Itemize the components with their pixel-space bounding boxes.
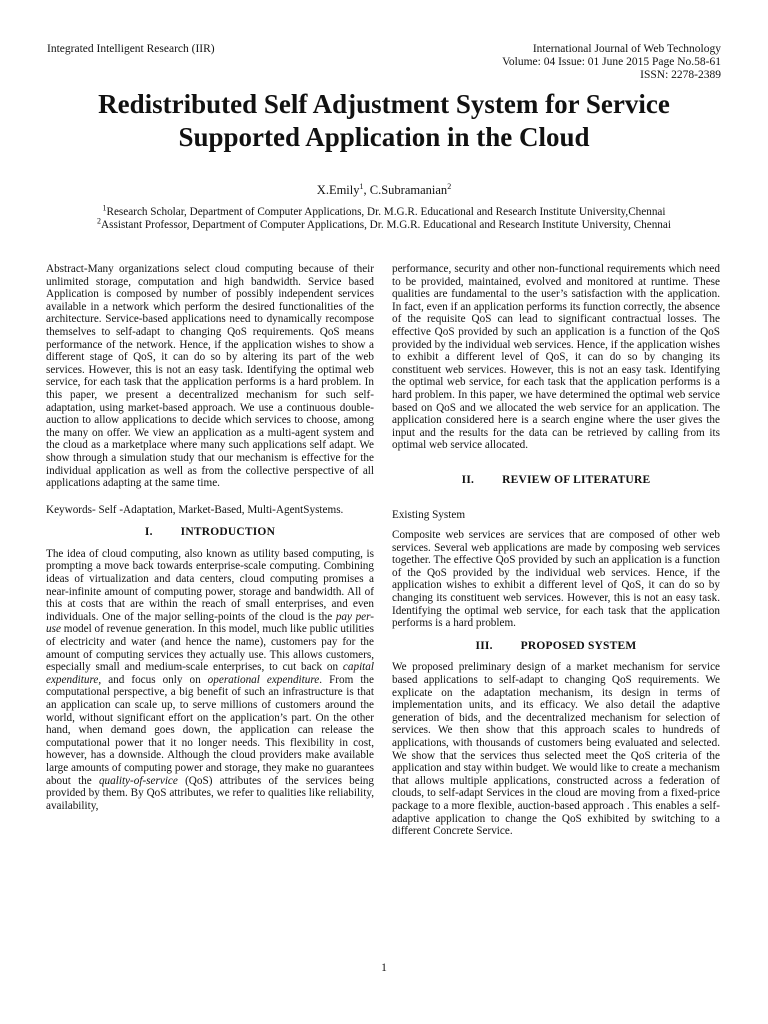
affiliation-2 — [40, 215, 728, 232]
abstract: Abstract-Many organizations select cloud computing because of their unlimited storage, computation and high bandwidth. Service based Application is composed by number of possibly independent services available in a network which perform the desired functionalities of the architecture. Service-based applications need to dynamically recompose themselves to self-adapt to changing QoS requirements. QoS means performance of the network. Hence, if the application wishes to show a different stage of QoS, it can do so by altering its part of the web services. However, this is not an easy task. Identifying the optimal web service, for each task that the application performs is a hard problem. In this paper, we present a decentralized mechanism for such self-adaptation, using market-based approach. We use a continuous double-auction to allow applications to decide which services to choose, among the many on offer. We view an application as a multi-agent system and the cloud as a marketplace where many such applications self adapt. We show through a simulation study that our mechanism is effective for the individual application as well as from the collective perspective of all applications adapting at the same time. — [46, 263, 374, 490]
journal-volume-issue: Volume: 04 Issue: 01 June 2015 Page No.58-61 — [502, 56, 721, 68]
intro-text: model of revenue generation. In this model, much like public utilities of electricity and water (and hence the name), customers pay for the amount of computing services they actually use. This allows customers, especially small and medium-scale enterprises, to cut back on — [46, 623, 374, 674]
paper-title: Redistributed Self Adjustment System for Service Supported Application in the Cloud — [98, 89, 670, 152]
affiliation-2-text: Assistant Professor, Department of Computer Applications, Dr. M.G.R. Educational and Research Institute University, Chennai — [101, 218, 671, 231]
author-separator: , — [363, 183, 370, 197]
intro-emphasis: quality-of-service — [98, 774, 178, 787]
section-heading-proposed — [392, 640, 720, 653]
intro-text: (QoS) attributes of the services being provided by them. By QoS attributes, we refer to qualities like reliability, availability, — [46, 774, 374, 812]
journal-publisher-header: Integrated Intelligent Research (IIR) — [47, 43, 215, 55]
right-column — [392, 263, 720, 838]
page-number: 1 — [381, 962, 387, 974]
journal-info-header — [502, 43, 721, 82]
section-title: INTRODUCTION — [180, 526, 276, 539]
section-title: REVIEW OF LITERATURE — [502, 473, 651, 486]
intro-emphasis: capital expenditure — [46, 661, 374, 686]
intro-text: The idea of cloud computing, also known as utility based computing, is prompting a move back towards enterprise-scale computing. Combining ideas of virtualization and data centers, cloud computing promises a near-infinite amount of computing power, storage and bandwidth. All of this at costs that are within the reach of small enterprises, and even individuals. One of the major selling-points of the cloud is the — [46, 547, 374, 623]
author-line — [0, 183, 768, 198]
proposed-paragraph: We proposed preliminary design of a market mechanism for service based applications to self-adapt to changing QoS requirements. We explicate on the adaptation mechanism, its design in terms of implementation units, and its efficacy. We also detail the adaptive generation of bids, and the decentralized mechanism for selection of services. We then show that this approach scales to hundreds of applications, with thousands of customers being evaluated and selected. We show that the services thus selected meet the QoS criteria of the application and stay within budget. We would like to create a mechanism that allows multiple applications, constructed across a federation of clouds, to self-adapt Services in the cloud are moving from a fixed-price package to a more flexible, auction-based approach . This enables a self-adaptive application to change the QoS exhibited by switching to a different Concrete Service. — [392, 661, 720, 838]
section-heading-review — [392, 474, 720, 487]
affiliation-1 — [40, 203, 728, 219]
section-number: I. — [144, 526, 153, 539]
affiliation-1-sup: 1 — [102, 203, 107, 213]
introduction-paragraph — [46, 548, 374, 812]
affiliation-2-sup: 2 — [97, 215, 102, 225]
introduction-continued: performance, security and other non-functional requirements which need to be provided, maintained, evolved and monitored at runtime. These qualities are fundamental to the user’s satisfaction with the application. In fact, even if an application performs its function correctly, the absence of the requisite QoS can lead to significant contractual losses. The effective QoS provided by such an application is a function of the QoS provided by the individual web services. Hence, if the application wishes to exhibit a different level of QoS, it can do so by changing its constituent web services. However, this is not an easy task. Identifying the optimal web service, for each task that the application performs is a hard problem. In this paper, we have determined the optimal web service based on QoS and we allocated the web service for an application. The application considered here is a search engine where the user gives the input and the results for the data can be retrieved by calling from its optimal web service allocated. — [392, 263, 720, 452]
author-2-sup: 2 — [447, 181, 452, 191]
journal-issn: ISSN: 2278-2389 — [640, 69, 721, 81]
section-number: III. — [475, 639, 493, 652]
author-1: X.Emily — [316, 183, 360, 197]
section-heading-introduction — [46, 526, 374, 539]
section-title: PROPOSED SYSTEM — [520, 639, 637, 652]
intro-emphasis: operational expenditure — [207, 673, 320, 686]
author-2: C.Subramanian — [369, 183, 448, 197]
affiliation-1-text: Research Scholar, Department of Computer Applications, Dr. M.G.R. Educational and Research Institute University,Chennai — [106, 206, 666, 218]
left-column — [46, 263, 374, 812]
affiliations — [40, 203, 728, 231]
intro-emphasis: pay per- use — [46, 610, 374, 636]
author-1-sup: 1 — [359, 181, 364, 191]
subsection-heading: Existing System — [392, 508, 466, 521]
journal-name: International Journal of Web Technology — [532, 43, 721, 55]
intro-text: , and focus only on — [98, 673, 208, 686]
section-number: II. — [461, 473, 475, 486]
intro-text: . From the computational perspective, a big benefit of such an infrastructure is that an application can scale up, to serve millions of customers around the world, without significant effort on the application’s part. On the other hand, when demand goes down, the application can release the computational power that it no longer needs. This flexibility in cost, however, has a downside. Although the cloud providers make available large amounts of computing power and storage, they make no guarantees about the — [46, 673, 374, 787]
keywords: Keywords- Self -Adaptation, Market-Based, Multi-AgentSystems. — [46, 503, 344, 516]
review-paragraph: Composite web services are services that are composed of other web services. Several web applications are made by composing web services together. The effective QoS provided by such an application is a function of the QoS provided by the individual web services. Hence, if the application wishes to exhibit a different level of QoS, it can do so by changing its constituent web services. However, this is not an easy task. Identifying the optimal web service, for each task that the application performs is a hard problem. — [392, 529, 720, 630]
